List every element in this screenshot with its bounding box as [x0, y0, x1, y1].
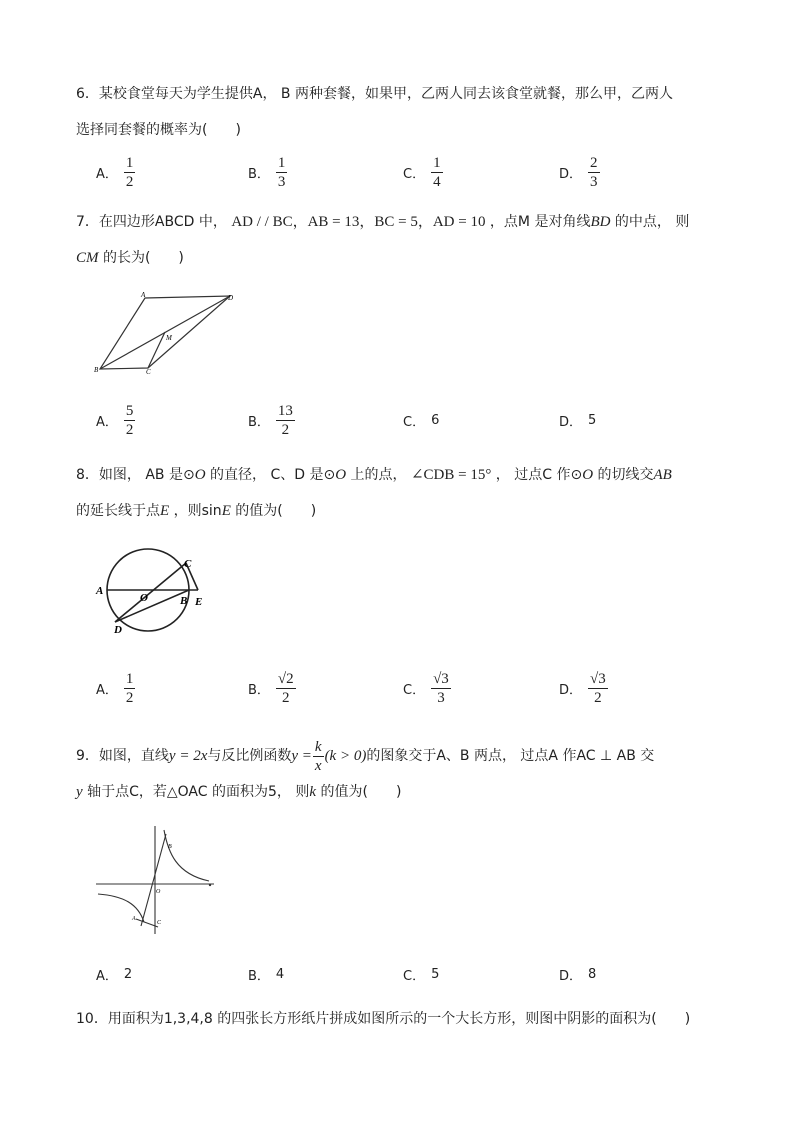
q7-quadrilateral-figure [90, 288, 240, 378]
q9-option-a[interactable]: A． 2 [96, 966, 133, 984]
fraction: $\frac{√2}{2}$ [277, 670, 294, 706]
q8-option-c[interactable]: C． $\frac{√3}{3}$ [403, 670, 449, 706]
q6-option-d[interactable]: D． $\frac{2}{3}$ [559, 154, 598, 190]
q6-option-a[interactable]: A． $\frac{1}{2}$ [96, 154, 134, 190]
q9-graph-figure [94, 824, 220, 936]
question-8 [76, 457, 726, 529]
fraction: $\frac{13}{2}$ [277, 402, 293, 438]
q6-stem-line1: 6．某校食堂每天为学生提供A， B 两种套餐，如果甲，乙两人同去该食堂就餐，那么甲，乙两人 [76, 86, 673, 102]
point-label-d: D [114, 624, 122, 636]
point-label-c: C [146, 368, 151, 376]
q7-option-a[interactable]: A． $\frac{5}{2}$ [96, 402, 134, 438]
fraction: $\frac{1}{2}$ [125, 154, 134, 190]
q8-option-d[interactable]: D． $\frac{√3}{2}$ [559, 670, 606, 706]
q9-options [96, 952, 696, 996]
fraction: $\frac{1}{2}$ [125, 670, 134, 706]
point-label-c: C [157, 920, 162, 926]
point-label-b: B [168, 844, 172, 850]
point-label-c: C [184, 558, 192, 570]
point-label-a: A [141, 291, 146, 299]
q7-option-b[interactable]: B． $\frac{13}{2}$ [248, 402, 293, 438]
point-label-o: O [156, 889, 161, 895]
fraction: $\frac{1}{4}$ [433, 154, 441, 190]
q7-stem-line1: 7．在四边形ABCD 中， AD / / BC，AB = 13，BC = 5，AD = 10 ，点M 是对角线BD 的中点， 则 [76, 214, 690, 230]
q6-option-c[interactable]: C． $\frac{1}{4}$ [403, 154, 441, 190]
q9-stem-line2: y 轴于点C，若△OAC 的面积为5， 则k 的值为( ) [76, 784, 402, 800]
q10-stem-line1: 10．用面积为1,3,4,8 的四张长方形纸片拼成如图所示的一个大长方形，则图中阴影的面积为( ) [76, 1011, 691, 1027]
q8-option-b[interactable]: B． $\frac{√2}{2}$ [248, 670, 294, 706]
q7-option-c[interactable]: C． 6 [403, 412, 440, 430]
q9-option-b[interactable]: B． 4 [248, 966, 285, 984]
q8-circle-figure [92, 546, 212, 638]
fraction: $\frac{1}{3}$ [277, 154, 286, 190]
fraction: $\frac{2}{3}$ [590, 154, 598, 190]
question-9 [76, 738, 726, 810]
point-label-o: O [140, 592, 148, 604]
point-label-m: M [166, 334, 172, 342]
q7-options [96, 398, 696, 442]
fraction: $\frac{√3}{2}$ [590, 670, 606, 706]
q9-stem-line1: 9．如图，直线 y = 2x 与反比例函数 y = $\frac{k}{x}$ (k > 0) 的图象交于A、B 两点， 过点A 作AC ⊥ AB 交 [76, 738, 655, 774]
point-label-b: B [94, 366, 99, 374]
question-7 [76, 204, 726, 276]
q9-option-c[interactable]: C． 5 [403, 966, 440, 984]
q8-options [96, 666, 696, 710]
fraction: $\frac{5}{2}$ [125, 402, 134, 438]
point-label-e: E [195, 596, 203, 608]
q6-option-b[interactable]: B． $\frac{1}{3}$ [248, 154, 286, 190]
question-10 [76, 1001, 726, 1037]
q7-stem-line2: CM 的长为( ) [76, 250, 184, 266]
point-label-a: A [96, 585, 104, 597]
point-label-a: A [132, 916, 136, 922]
q9-option-d[interactable]: D． 8 [559, 966, 597, 984]
q8-stem-line1: 8．如图， AB 是⊙O 的直径， C、D 是⊙O 上的点， ∠CDB = 15° ， 过点C 作⊙O 的切线交AB [76, 467, 672, 483]
question-6 [76, 76, 726, 148]
q6-stem-line2: 选择同套餐的概率为( ) [76, 122, 241, 138]
fraction: $\frac{k}{x}$ [314, 738, 322, 774]
q6-options [96, 150, 696, 194]
point-label-b: B [180, 595, 188, 607]
point-label-d: D [228, 294, 234, 302]
axis-dot [209, 884, 211, 886]
fraction: $\frac{√3}{3}$ [433, 670, 449, 706]
q8-stem-line2: 的延长线于点E ，则sinE 的值为( ) [76, 503, 317, 519]
q8-option-a[interactable]: A． $\frac{1}{2}$ [96, 670, 134, 706]
q7-option-d[interactable]: D． 5 [559, 412, 597, 430]
